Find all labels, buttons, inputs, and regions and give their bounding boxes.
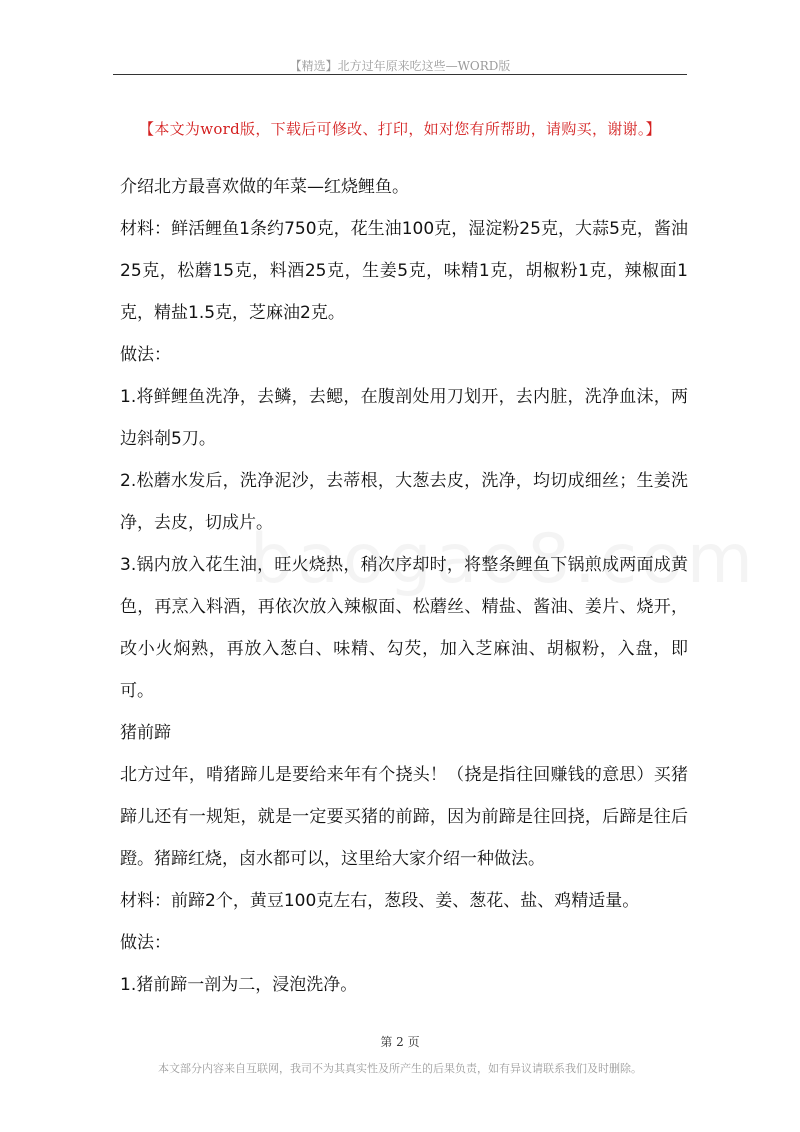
carp-method-heading: 做法：	[120, 345, 171, 365]
carp-ingredients: 材料：鲜活鲤鱼1条约750克，花生油100克，湿淀粉25克，大蒜5克，酱油25克，松蘑15克，料酒25克，生姜5克，味精1克，胡椒粉1克，辣椒面1克，精盐1.5克，芝麻油2克。	[120, 219, 688, 323]
carp-step-2: 2.松蘑水发后，洗净泥沙，去蒂根，大葱去皮，洗净，均切成细丝；生姜洗净，去皮，切成片。	[120, 471, 688, 533]
carp-step-3: 3.锅内放入花生油，旺火烧热，稍次序却时，将整条鲤鱼下锅煎成两面成黄色，再烹入料酒，再依次放入辣椒面、松蘑丝、精盐、酱油、姜片、烧开，改小火焖熟，再放入葱白、味精、勾芡，加入芝麻油、胡椒粉，入盘，即可。	[120, 555, 688, 701]
document-body	[120, 166, 688, 1006]
carp-step-1: 1.将鲜鲤鱼洗净，去鳞，去鳃，在腹剖处用刀划开，去内脏，洗净血沫，两边斜剞5刀。	[120, 387, 688, 449]
purchase-notice: 【本文为word版，下载后可修改、打印，如对您有所帮助，请购买，谢谢。】	[139, 120, 661, 138]
pig-trotter-ingredients: 材料：前蹄2个，黄豆100克左右，葱段、姜、葱花、盐、鸡精适量。	[120, 891, 640, 911]
header-divider	[113, 74, 687, 75]
intro-paragraph: 介绍北方最喜欢做的年菜—红烧鲤鱼。	[120, 177, 409, 197]
page-footer-disclaimer: 本文部分内容来自互联网，我司不为其真实性及所产生的后果负责，如有异议请联系我们及时删除。	[158, 1062, 642, 1075]
page-header: 【精选】北方过年原来吃这些—WORD版	[289, 59, 511, 73]
pig-trotter-heading: 猪前蹄	[120, 723, 171, 743]
pig-trotter-step-1: 1.猪前蹄一剖为二，浸泡洗净。	[120, 975, 358, 995]
pig-trotter-method-heading: 做法：	[120, 933, 171, 953]
pig-trotter-intro: 北方过年，啃猪蹄儿是要给来年有个挠头！（挠是指往回赚钱的意思）买猪蹄儿还有一规矩，就是一定要买猪的前蹄，因为前蹄是往回挠，后蹄是往后蹬。猪蹄红烧，卤水都可以，这里给大家介绍一种做法。	[120, 765, 688, 869]
page-number: 第 2 页	[380, 1035, 420, 1049]
